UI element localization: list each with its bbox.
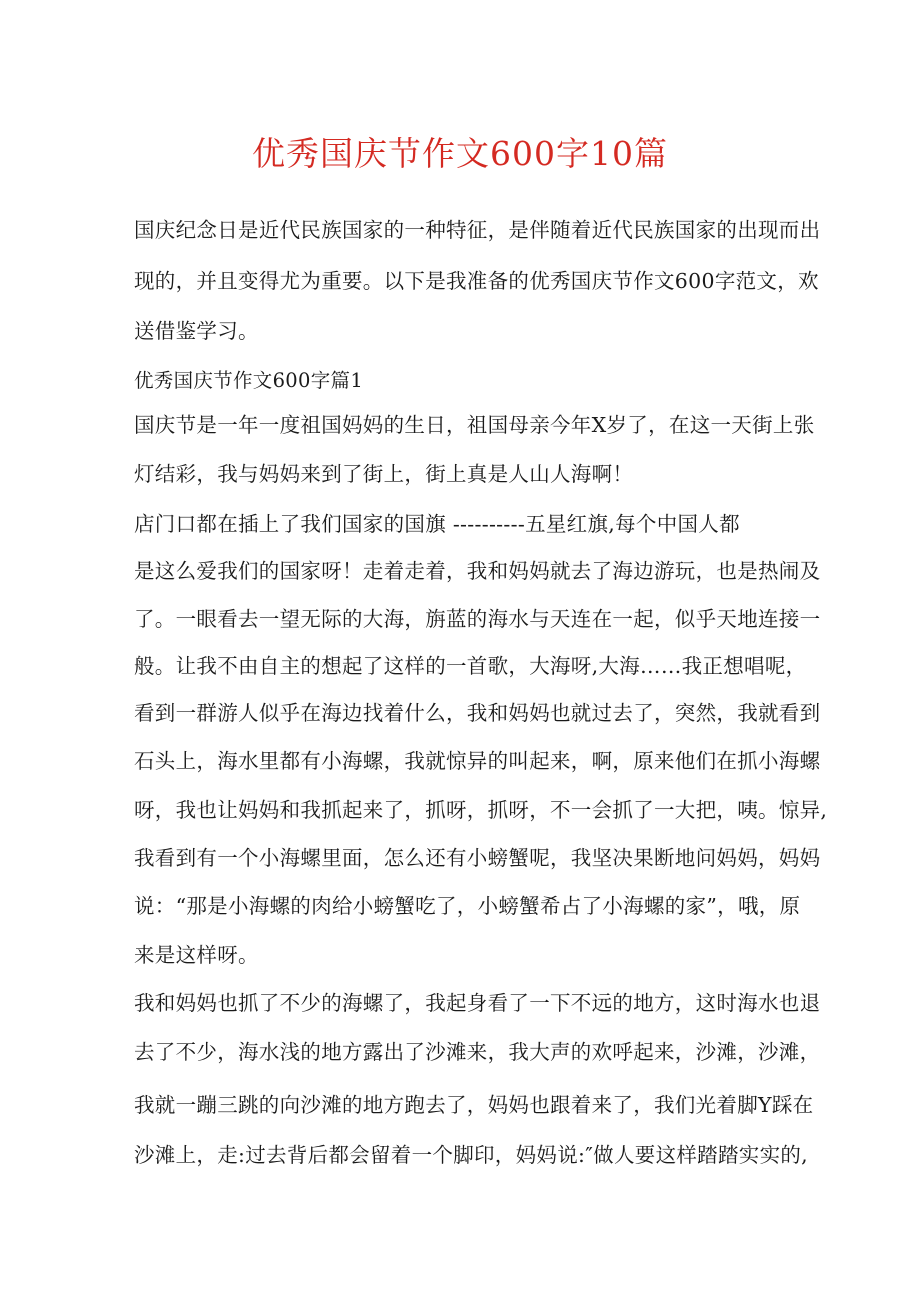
paragraph-line: 我就一蹦三跳的向沙滩的地方跑去了，妈妈也跟着来了，我们光着脚Y踩在 bbox=[134, 1093, 814, 1117]
document-title: 优秀国庆节作文600字10篇 bbox=[252, 134, 668, 173]
paragraph-line: 说：“那是小海螺的肉给小螃蟹吃了，小螃蟹希占了小海螺的家”，哦，原 bbox=[134, 894, 801, 918]
paragraph-line: 店门口都在插上了我们国家的国旗 ----------五星红旗,每个中国人都 bbox=[134, 512, 740, 536]
paragraph-line: 我和妈妈也抓了不少的海螺了，我起身看了一下不远的地方，这时海水也退 bbox=[134, 991, 821, 1015]
paragraph-line: 是这么爱我们的国家呀！走着走着，我和妈妈就去了海边游玩，也是热闹及 bbox=[134, 559, 821, 583]
section-heading: 优秀国庆节作文600字篇1 bbox=[134, 369, 364, 392]
paragraph-line: 去了不少，海水浅的地方露出了沙滩来，我大声的欢呼起来，沙滩，沙滩， bbox=[134, 1040, 821, 1064]
intro-line: 送借鉴学习。 bbox=[134, 319, 259, 343]
intro-line: 国庆纪念日是近代民族国家的一种特征，是伴随着近代民族国家的出现而出 bbox=[134, 218, 821, 242]
paragraph-line: 石头上，海水里都有小海螺，我就惊异的叫起来，啊，原来他们在抓小海螺 bbox=[134, 749, 821, 773]
paragraph-line: 我看到有一个小海螺里面，怎么还有小螃蟹呢，我坚决果断地问妈妈，妈妈 bbox=[134, 846, 821, 870]
paragraph-line: 了。一眼看去一望无际的大海，旃蓝的海水与天连在一起，似乎天地连接一 bbox=[134, 607, 821, 631]
paragraph-line: 来是这样呀。 bbox=[134, 943, 259, 967]
paragraph-line: 呀，我也让妈妈和我抓起来了，抓呀，抓呀，不一会抓了一大把，咦。惊异, bbox=[134, 798, 828, 822]
paragraph-line: 沙滩上，走:过去背后都会留着一个脚印，妈妈说:″做人要这样踏踏实实的, bbox=[134, 1143, 808, 1167]
intro-line: 现的，并且变得尤为重要。以下是我准备的优秀国庆节作文600字范文，欢 bbox=[134, 269, 819, 293]
paragraph-line: 看到一群游人似乎在海边找着什么，我和妈妈也就过去了，突然，我就看到 bbox=[134, 701, 821, 725]
paragraph-line: 般。让我不由自主的想起了这样的一首歌，大海呀,大海……我正想唱呢， bbox=[134, 654, 807, 678]
paragraph-line: 国庆节是一年一度祖国妈妈的生日，祖国母亲今年X岁了，在这一天街上张 bbox=[134, 413, 815, 437]
paragraph-line: 灯结彩，我与妈妈来到了街上，街上真是人山人海啊！ bbox=[134, 462, 634, 486]
